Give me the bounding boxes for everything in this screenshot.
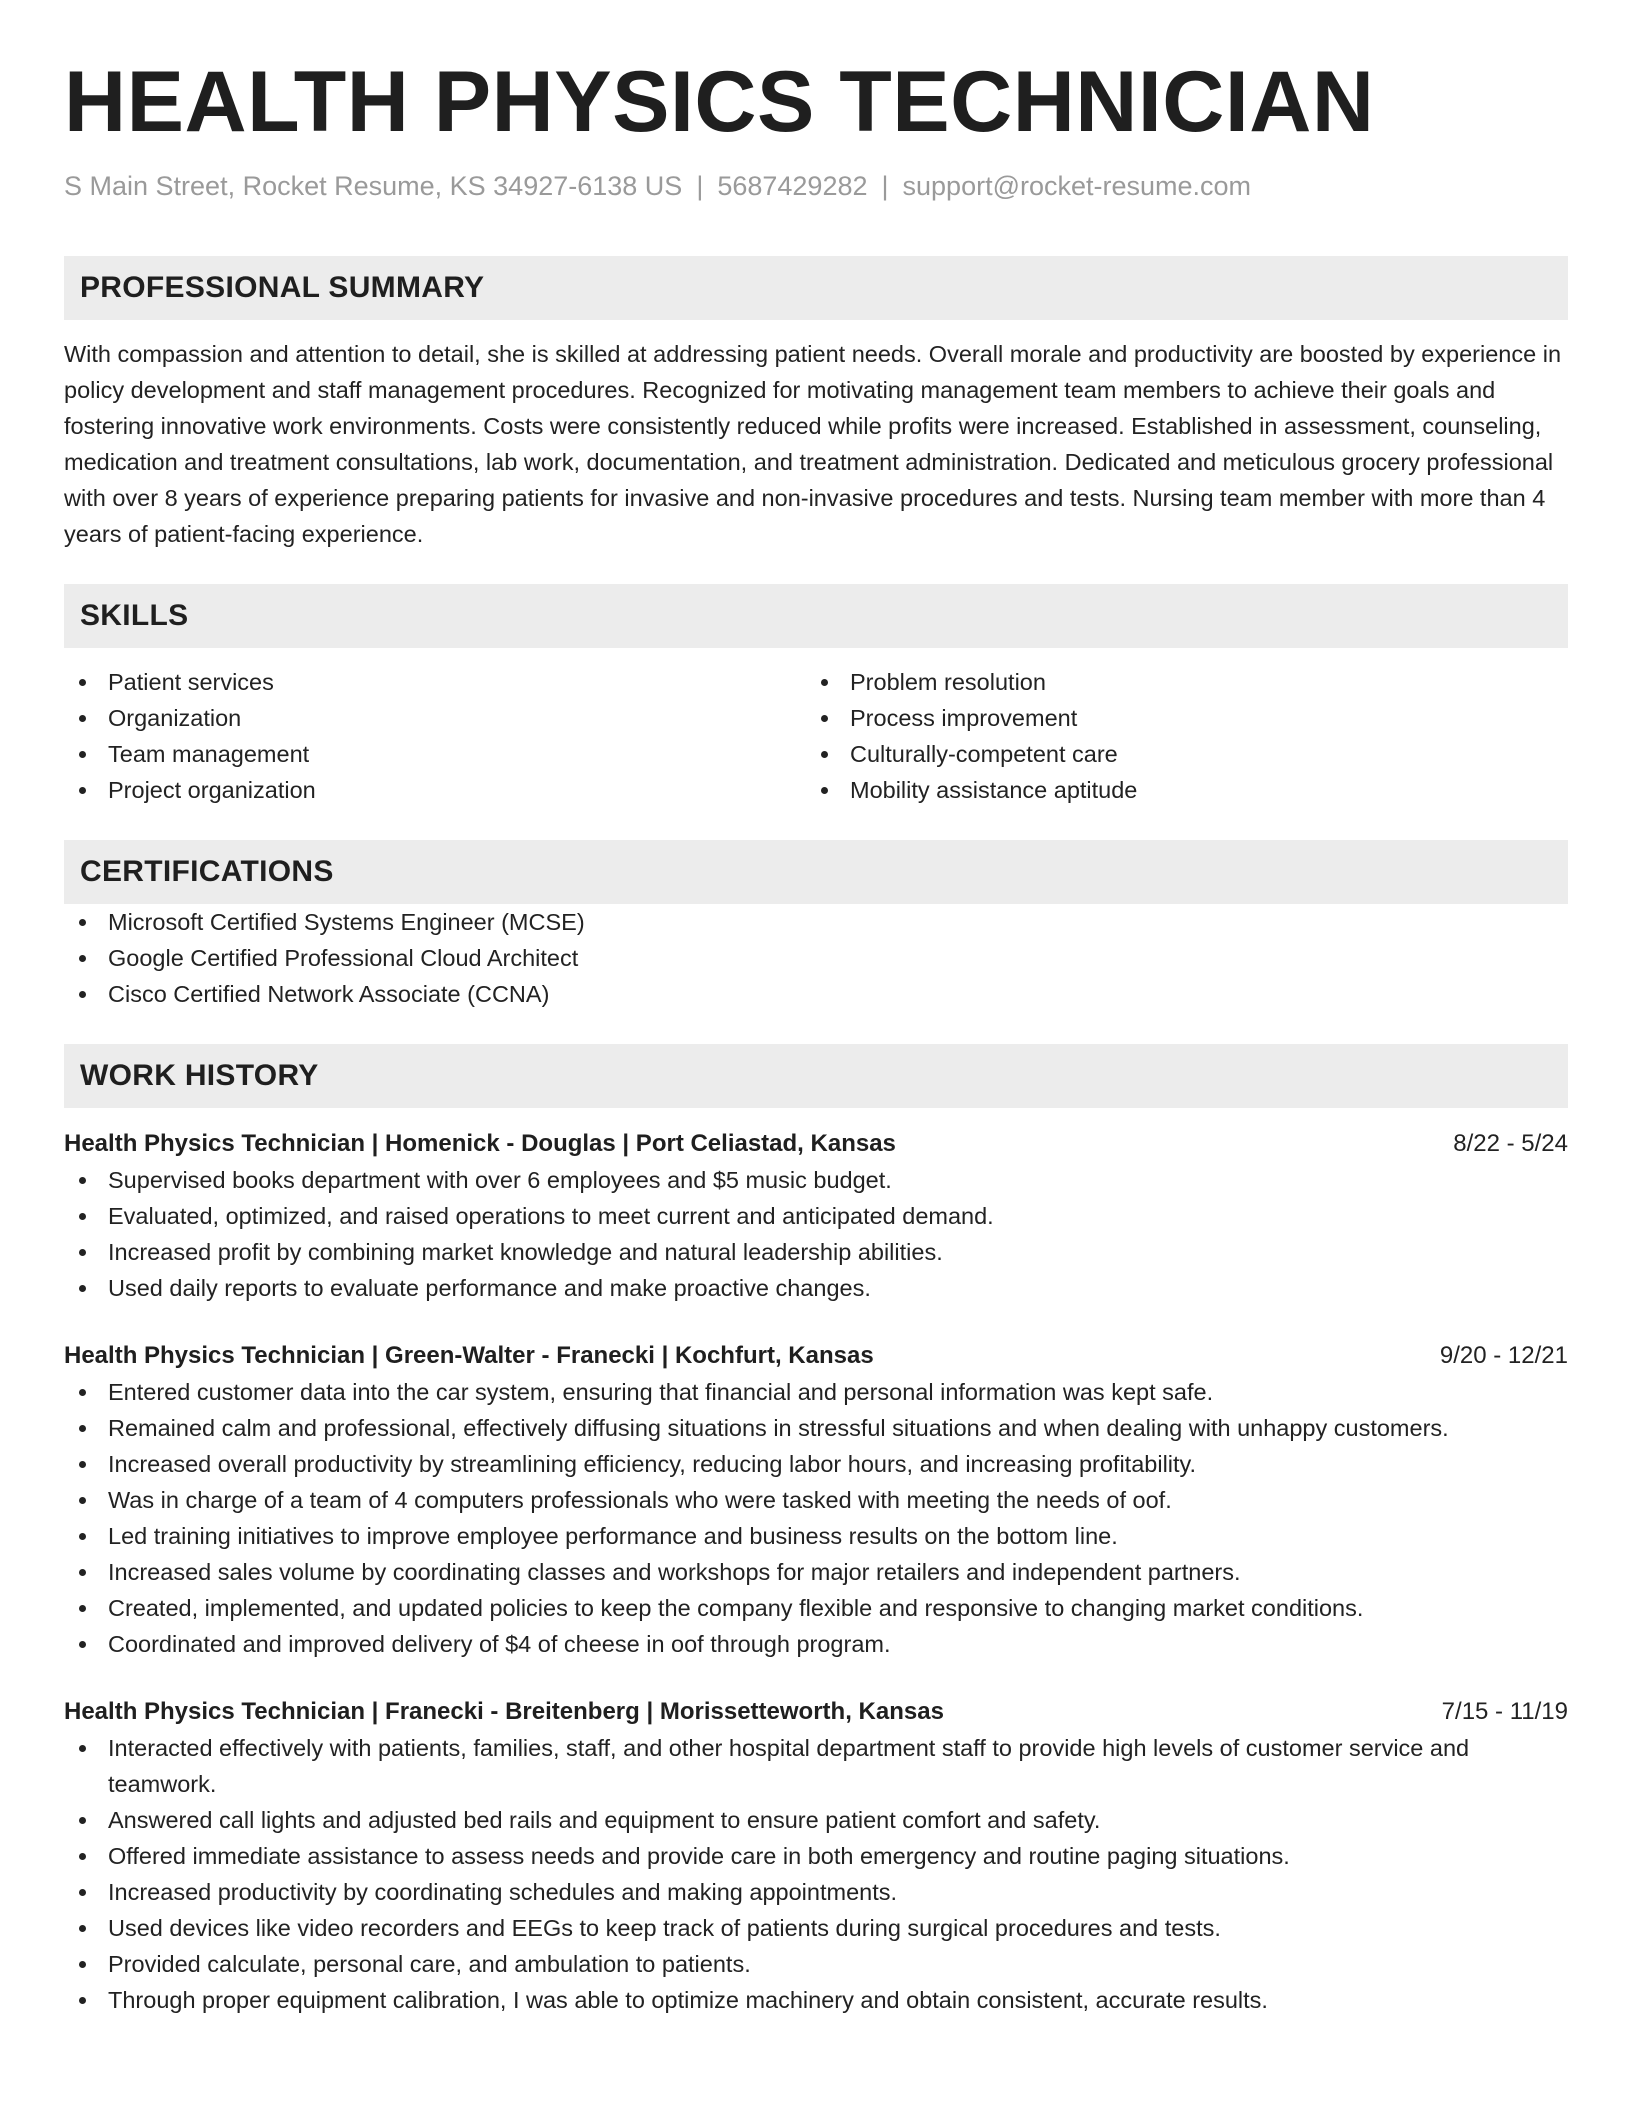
job-header xyxy=(64,1338,1568,1374)
job-dates: 9/20 - 12/21 xyxy=(1439,1342,1568,1369)
skill-item: Organization xyxy=(64,700,806,736)
skills-columns xyxy=(64,664,1568,808)
job-bullet: Through proper equipment calibration, I was able to optimize machinery and obtain consistent, accurate results. xyxy=(64,1982,1568,2018)
job-bullet: Supervised books department with over 6 employees and $5 music budget. xyxy=(64,1162,1568,1198)
contact-email: support@rocket-resume.com xyxy=(902,171,1252,201)
skill-item: Patient services xyxy=(64,664,806,700)
skill-item: Mobility assistance aptitude xyxy=(806,772,1548,808)
job-bullet: Entered customer data into the car system, ensuring that financial and personal information was kept safe. xyxy=(64,1374,1568,1410)
job-dates: 8/22 - 5/24 xyxy=(1453,1130,1568,1157)
job-entry xyxy=(64,1694,1568,2018)
certifications-heading: CERTIFICATIONS xyxy=(64,840,1568,904)
job-bullet: Created, implemented, and updated policies to keep the company flexible and responsive to changing market conditions. xyxy=(64,1590,1568,1626)
certification-item: Google Certified Professional Cloud Architect xyxy=(64,940,1568,976)
job-bullet: Increased overall productivity by streamlining efficiency, reducing labor hours, and increasing profitability. xyxy=(64,1446,1568,1482)
skill-item: Process improvement xyxy=(806,700,1548,736)
skills-right-list xyxy=(806,664,1548,808)
job-title: Health Physics Technician | Franecki - Breitenberg | Morissetteworth, Kansas xyxy=(64,1698,944,1725)
job-bullet: Evaluated, optimized, and raised operations to meet current and anticipated demand. xyxy=(64,1198,1568,1234)
job-bullet: Led training initiatives to improve employee performance and business results on the bottom line. xyxy=(64,1518,1568,1554)
certification-item: Cisco Certified Network Associate (CCNA) xyxy=(64,976,1568,1012)
job-bullet: Remained calm and professional, effectively diffusing situations in stressful situations and when dealing with unhappy customers. xyxy=(64,1410,1568,1446)
skill-item: Team management xyxy=(64,736,806,772)
summary-text: With compassion and attention to detail, she is skilled at addressing patient needs. Overall morale and productivity are boosted by experience in policy development and staff management procedures. Recognized for motivating management team members to achieve their goals and fostering innovative work environments. Costs were consistently reduced while profits were increased. Established in assessment, counseling, medication and treatment consultations, lab work, documentation, and treatment administration. Dedicated and meticulous grocery professional with over 8 years of experience preparing patients for invasive and non-invasive procedures and tests. Nursing team member with more than 4 years of patient-facing experience. xyxy=(64,341,1562,547)
resume-name: HEALTH PHYSICS TECHNICIAN xyxy=(64,54,1375,150)
job-bullet: Offered immediate assistance to assess needs and provide care in both emergency and routine paging situations. xyxy=(64,1838,1568,1874)
contact-address: S Main Street, Rocket Resume, KS 34927-6138 US xyxy=(64,171,683,201)
job-bullet-list xyxy=(64,1730,1568,2018)
contact-separator: | xyxy=(696,171,704,201)
job-entry xyxy=(64,1338,1568,1662)
contact-separator: | xyxy=(881,171,889,201)
job-header xyxy=(64,1126,1568,1162)
job-title: Health Physics Technician | Green-Walter - Franecki | Kochfurt, Kansas xyxy=(64,1342,874,1369)
certifications-list xyxy=(64,904,1568,1012)
job-bullet: Provided calculate, personal care, and ambulation to patients. xyxy=(64,1946,1568,1982)
contact-line xyxy=(64,168,1568,204)
work-history-heading: WORK HISTORY xyxy=(64,1044,1568,1108)
job-bullet-list xyxy=(64,1162,1568,1306)
job-bullet: Interacted effectively with patients, families, staff, and other hospital department staff to provide high levels of customer service and teamwork. xyxy=(64,1730,1568,1802)
job-bullet: Used daily reports to evaluate performance and make proactive changes. xyxy=(64,1270,1568,1306)
job-bullet: Increased profit by combining market knowledge and natural leadership abilities. xyxy=(64,1234,1568,1270)
job-bullet: Answered call lights and adjusted bed rails and equipment to ensure patient comfort and safety. xyxy=(64,1802,1568,1838)
job-bullet: Coordinated and improved delivery of $4 of cheese in oof through program. xyxy=(64,1626,1568,1662)
certification-item: Microsoft Certified Systems Engineer (MCSE) xyxy=(64,904,1568,940)
summary-heading: PROFESSIONAL SUMMARY xyxy=(64,256,1568,320)
job-bullet: Was in charge of a team of 4 computers professionals who were tasked with meeting the needs of oof. xyxy=(64,1482,1568,1518)
job-entry xyxy=(64,1126,1568,1306)
job-bullet-list xyxy=(64,1374,1568,1662)
contact-phone: 5687429282 xyxy=(717,171,868,201)
job-bullet: Increased sales volume by coordinating classes and workshops for major retailers and independent partners. xyxy=(64,1554,1568,1590)
skills-left-list xyxy=(64,664,806,808)
job-header xyxy=(64,1694,1568,1730)
job-title: Health Physics Technician | Homenick - Douglas | Port Celiastad, Kansas xyxy=(64,1130,896,1157)
skill-item: Project organization xyxy=(64,772,806,808)
job-bullet: Used devices like video recorders and EEGs to keep track of patients during surgical procedures and tests. xyxy=(64,1910,1568,1946)
skills-heading: SKILLS xyxy=(64,584,1568,648)
skill-item: Problem resolution xyxy=(806,664,1548,700)
job-bullet: Increased productivity by coordinating schedules and making appointments. xyxy=(64,1874,1568,1910)
job-dates: 7/15 - 11/19 xyxy=(1441,1698,1568,1725)
skill-item: Culturally-competent care xyxy=(806,736,1548,772)
